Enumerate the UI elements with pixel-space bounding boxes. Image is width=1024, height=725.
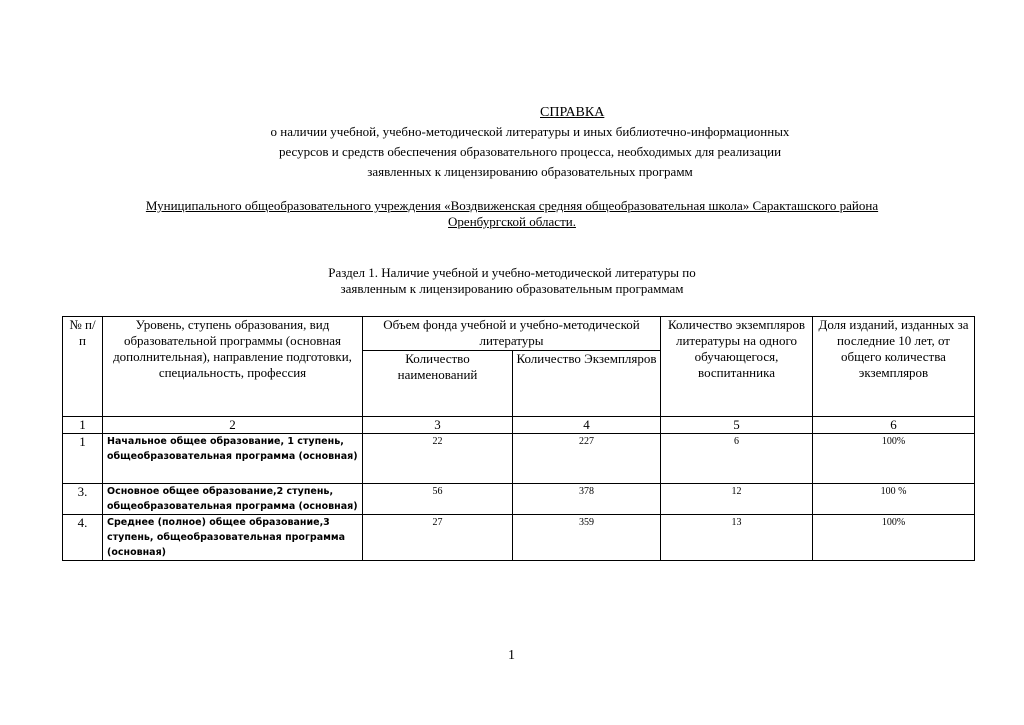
header-fund: Объем фонда учебной и учебно-методической литературы xyxy=(363,317,661,351)
row-titles: 27 xyxy=(363,515,513,561)
table-row xyxy=(63,434,975,484)
table-row xyxy=(63,484,975,515)
section-line: заявленным к лицензированию образовательным программам xyxy=(340,281,684,296)
header-share: Доля изданий, изданных за последние 10 лет, от общего количества экземпляров xyxy=(813,317,975,417)
row-share: 100% xyxy=(813,515,975,561)
row-copies: 378 xyxy=(513,484,661,515)
section-heading xyxy=(250,265,774,297)
row-per-student: 6 xyxy=(661,434,813,484)
subtitle-line: ресурсов и средств обеспечения образовательного процесса, необходимых для реализации xyxy=(278,144,782,159)
row-level: Начальное общее образование, 1 ступень, общеобразовательная программа (основная) xyxy=(103,434,363,484)
header-num: № п/п xyxy=(63,317,103,417)
header-per-student: Количество экземпляров литературы на одного обучающегося, воспитанника xyxy=(661,317,813,417)
row-level: Основное общее образование,2 ступень, общеобразовательная программа (основная) xyxy=(103,484,363,515)
header-titles: Количество наименований xyxy=(363,351,513,417)
document-title: СПРАВКА xyxy=(540,105,605,120)
column-number: 3 xyxy=(363,417,513,434)
organization-line: Муниципального общеобразовательного учреждения «Воздвиженская средняя общеобразовательная школа» Саракташского района xyxy=(145,198,879,213)
subtitle-line: заявленных к лицензированию образовательных программ xyxy=(367,164,693,179)
row-level: Среднее (полное) общее образование,3 ступень, общеобразовательная программа (основная) xyxy=(103,515,363,561)
organization-name xyxy=(60,198,964,230)
page-number: 1 xyxy=(508,648,515,663)
document-subtitle xyxy=(200,122,860,182)
row-share: 100% xyxy=(813,434,975,484)
row-num: 3. xyxy=(63,484,103,515)
row-copies: 227 xyxy=(513,434,661,484)
section-line: Раздел 1. Наличие учебной и учебно-методической литературы по xyxy=(328,265,696,280)
row-copies: 359 xyxy=(513,515,661,561)
header-copies: Количество Экземпляров xyxy=(513,351,661,417)
row-titles: 56 xyxy=(363,484,513,515)
column-number-row xyxy=(63,417,975,434)
row-titles: 22 xyxy=(363,434,513,484)
row-num: 1 xyxy=(63,434,103,484)
subtitle-line: о наличии учебной, учебно-методической литературы и иных библиотечно-информационных xyxy=(270,124,790,139)
row-per-student: 12 xyxy=(661,484,813,515)
column-number: 1 xyxy=(63,417,103,434)
organization-line: Оренбургской области. xyxy=(448,214,576,229)
row-per-student: 13 xyxy=(661,515,813,561)
row-num: 4. xyxy=(63,515,103,561)
column-number: 4 xyxy=(513,417,661,434)
column-number: 2 xyxy=(103,417,363,434)
header-level: Уровень, ступень образования, вид образовательной программы (основная дополнительная), направление подготовки, специальность, профессия xyxy=(103,317,363,417)
row-share: 100 % xyxy=(813,484,975,515)
column-number: 6 xyxy=(813,417,975,434)
table-row xyxy=(63,515,975,561)
column-number: 5 xyxy=(661,417,813,434)
literature-table xyxy=(62,316,975,561)
